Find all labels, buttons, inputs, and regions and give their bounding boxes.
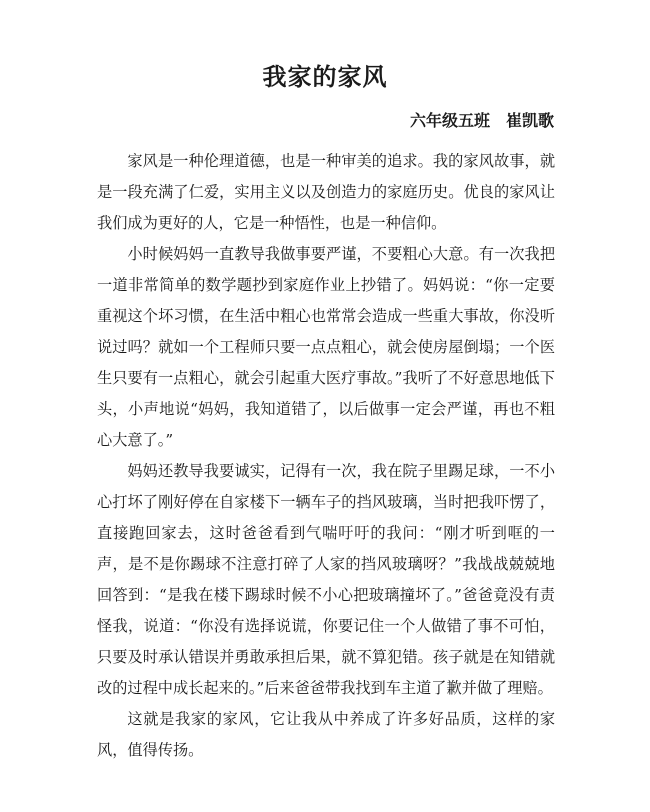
paragraph-1: 家风是一种伦理道德，也是一种审美的追求。我的家风故事，就是一段充满了仁爱，实用主义以及创造力的家庭历史。优良的家风让我们成为更好的人，它是一种悟性，也是一种信仰。 xyxy=(97,152,555,232)
document-title: 我家的家风 xyxy=(262,62,388,91)
paragraph-2: 小时候妈妈一直教导我做事要严谨，不要粗心大意。有一次我把一道非常简单的数学题抄到家庭作业上抄错了。妈妈说：“你一定要重视这个坏习惯，在生活中粗心也常常会造成一些重大事故，你没听说过吗？就如一个工程师只要一点点粗心，就会使房屋倒塌；一个医生只要有一点粗心，就会引起重大医疗事故。”我听了不好意思地低下头，小声地说“妈妈，我知道错了，以后做事一定会严谨，再也不粗心大意了。” xyxy=(97,245,555,449)
author-byline: 六年级五班 崔凯歌 xyxy=(409,111,554,130)
paragraph-3: 妈妈还教导我要诚实，记得有一次，我在院子里踢足球，一不小心打坏了刚好停在自家楼下一辆车子的挡风玻璃，当时把我吓愣了，直接跑回家去，这时爸爸看到气喘吁吁的我问：“刚才听到哐的一声，是不是你踢球不注意打碎了人家的挡风玻璃呀？”我战战兢兢地回答到：“是我在楼下踢球时候不小心把玻璃撞坏了。”爸爸竟没有责怪我，说道：“你没有选择说谎，你要记住一个人做错了事不可怕，只要及时承认错误并勇敢承担后果，就不算犯错。孩子就是在知错就改的过程中成长起来的。”后来爸爸带我找到车主道了歉并做了理赔。 xyxy=(97,462,555,697)
paragraph-4: 这就是我家的家风，它让我从中养成了许多好品质，这样的家风，值得传扬。 xyxy=(97,710,555,759)
essay-body xyxy=(97,146,555,766)
